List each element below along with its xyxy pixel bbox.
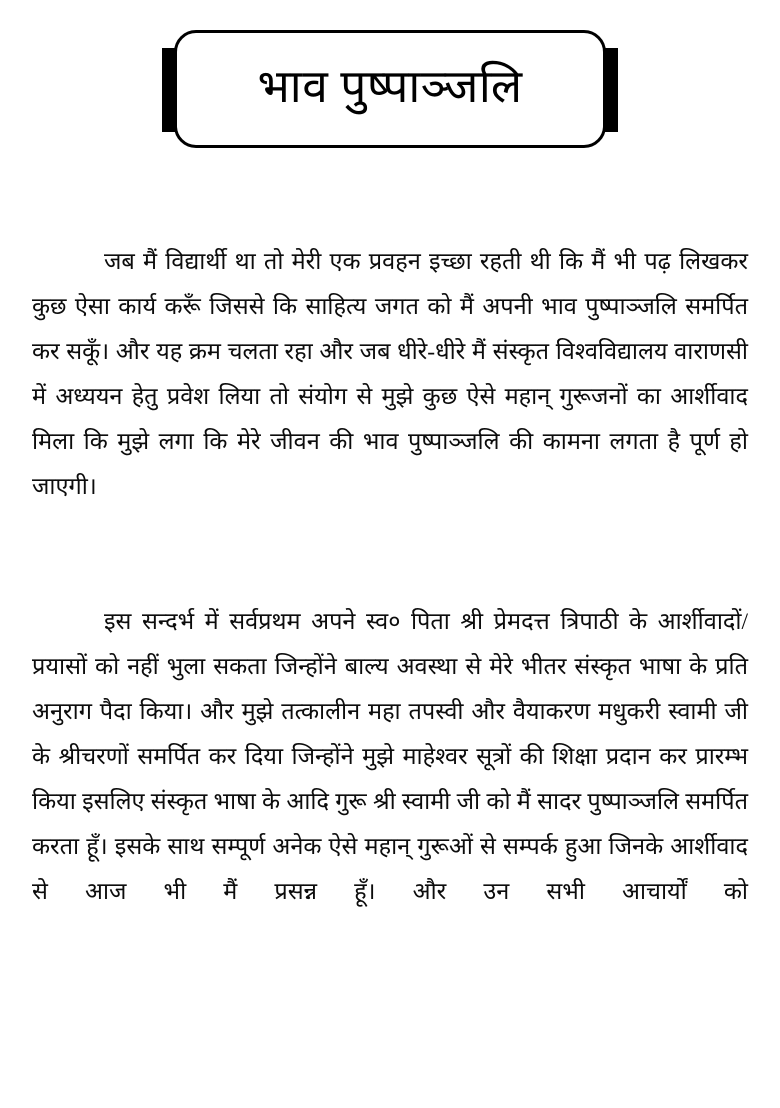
paragraph-2-text: इस सन्दर्भ में सर्वप्रथम अपने स्व० पिता श्री प्रेमदत्त त्रिपाठी के आर्शीवादों/प्रयासों को नहीं भुला सकता जिन्होंने बाल्य अवस्था से मेरे भीतर संस्कृत भाषा के प्रति अनुराग पैदा किया। और मुझे तत्कालीन महा तपस्वी और वैयाकरण मधुकरी स्वामी जी के श्रीचरणों समर्पित कर दिया जिन्होंने मुझे माहेश्वर सूत्रों की शिक्षा प्रदान कर प्रारम्भ किया इसलिए संस्कृत भाषा के आदि गुरू श्री स्वामी जी को मैं सादर पुष्पाञ्जलि समर्पित करता हूँ। इसके साथ सम्पूर्ण अनेक ऐसे महान् गुरूओं से सम्पर्क हुआ जिनके आर्शीवाद से आज भी मैं प्रसन्न हूँ। और उन सभी आचार्यों को bbox=[32, 609, 748, 905]
body-text-block bbox=[32, 240, 748, 960]
page-title: भाव पुष्पाञ्जलि bbox=[257, 61, 523, 112]
title-box bbox=[174, 30, 606, 148]
paragraph-1 bbox=[32, 240, 748, 555]
paragraph-2 bbox=[32, 600, 748, 960]
title-header bbox=[0, 30, 780, 170]
paragraph-1-text: जब मैं विद्यार्थी था तो मेरी एक प्रवहन इच्छा रहती थी कि मैं भी पढ़ लिखकर कुछ ऐसा कार्य करूँ जिससे कि साहित्य जगत को मैं अपनी भाव पुष्पाञ्जलि समर्पित कर सकूँ। और यह क्रम चलता रहा और जब धीरे-धीरे मैं संस्कृत विश्वविद्यालय वाराणसी में अध्ययन हेतु प्रवेश लिया तो संयोग से मुझे कुछ ऐसे महान् गुरूजनों का आर्शीवाद मिला कि मुझे लगा कि मेरे जीवन की भाव पुष्पाञ्जलि की कामना लगता है पूर्ण हो जाएगी। bbox=[32, 249, 748, 500]
title-plate bbox=[174, 30, 606, 148]
